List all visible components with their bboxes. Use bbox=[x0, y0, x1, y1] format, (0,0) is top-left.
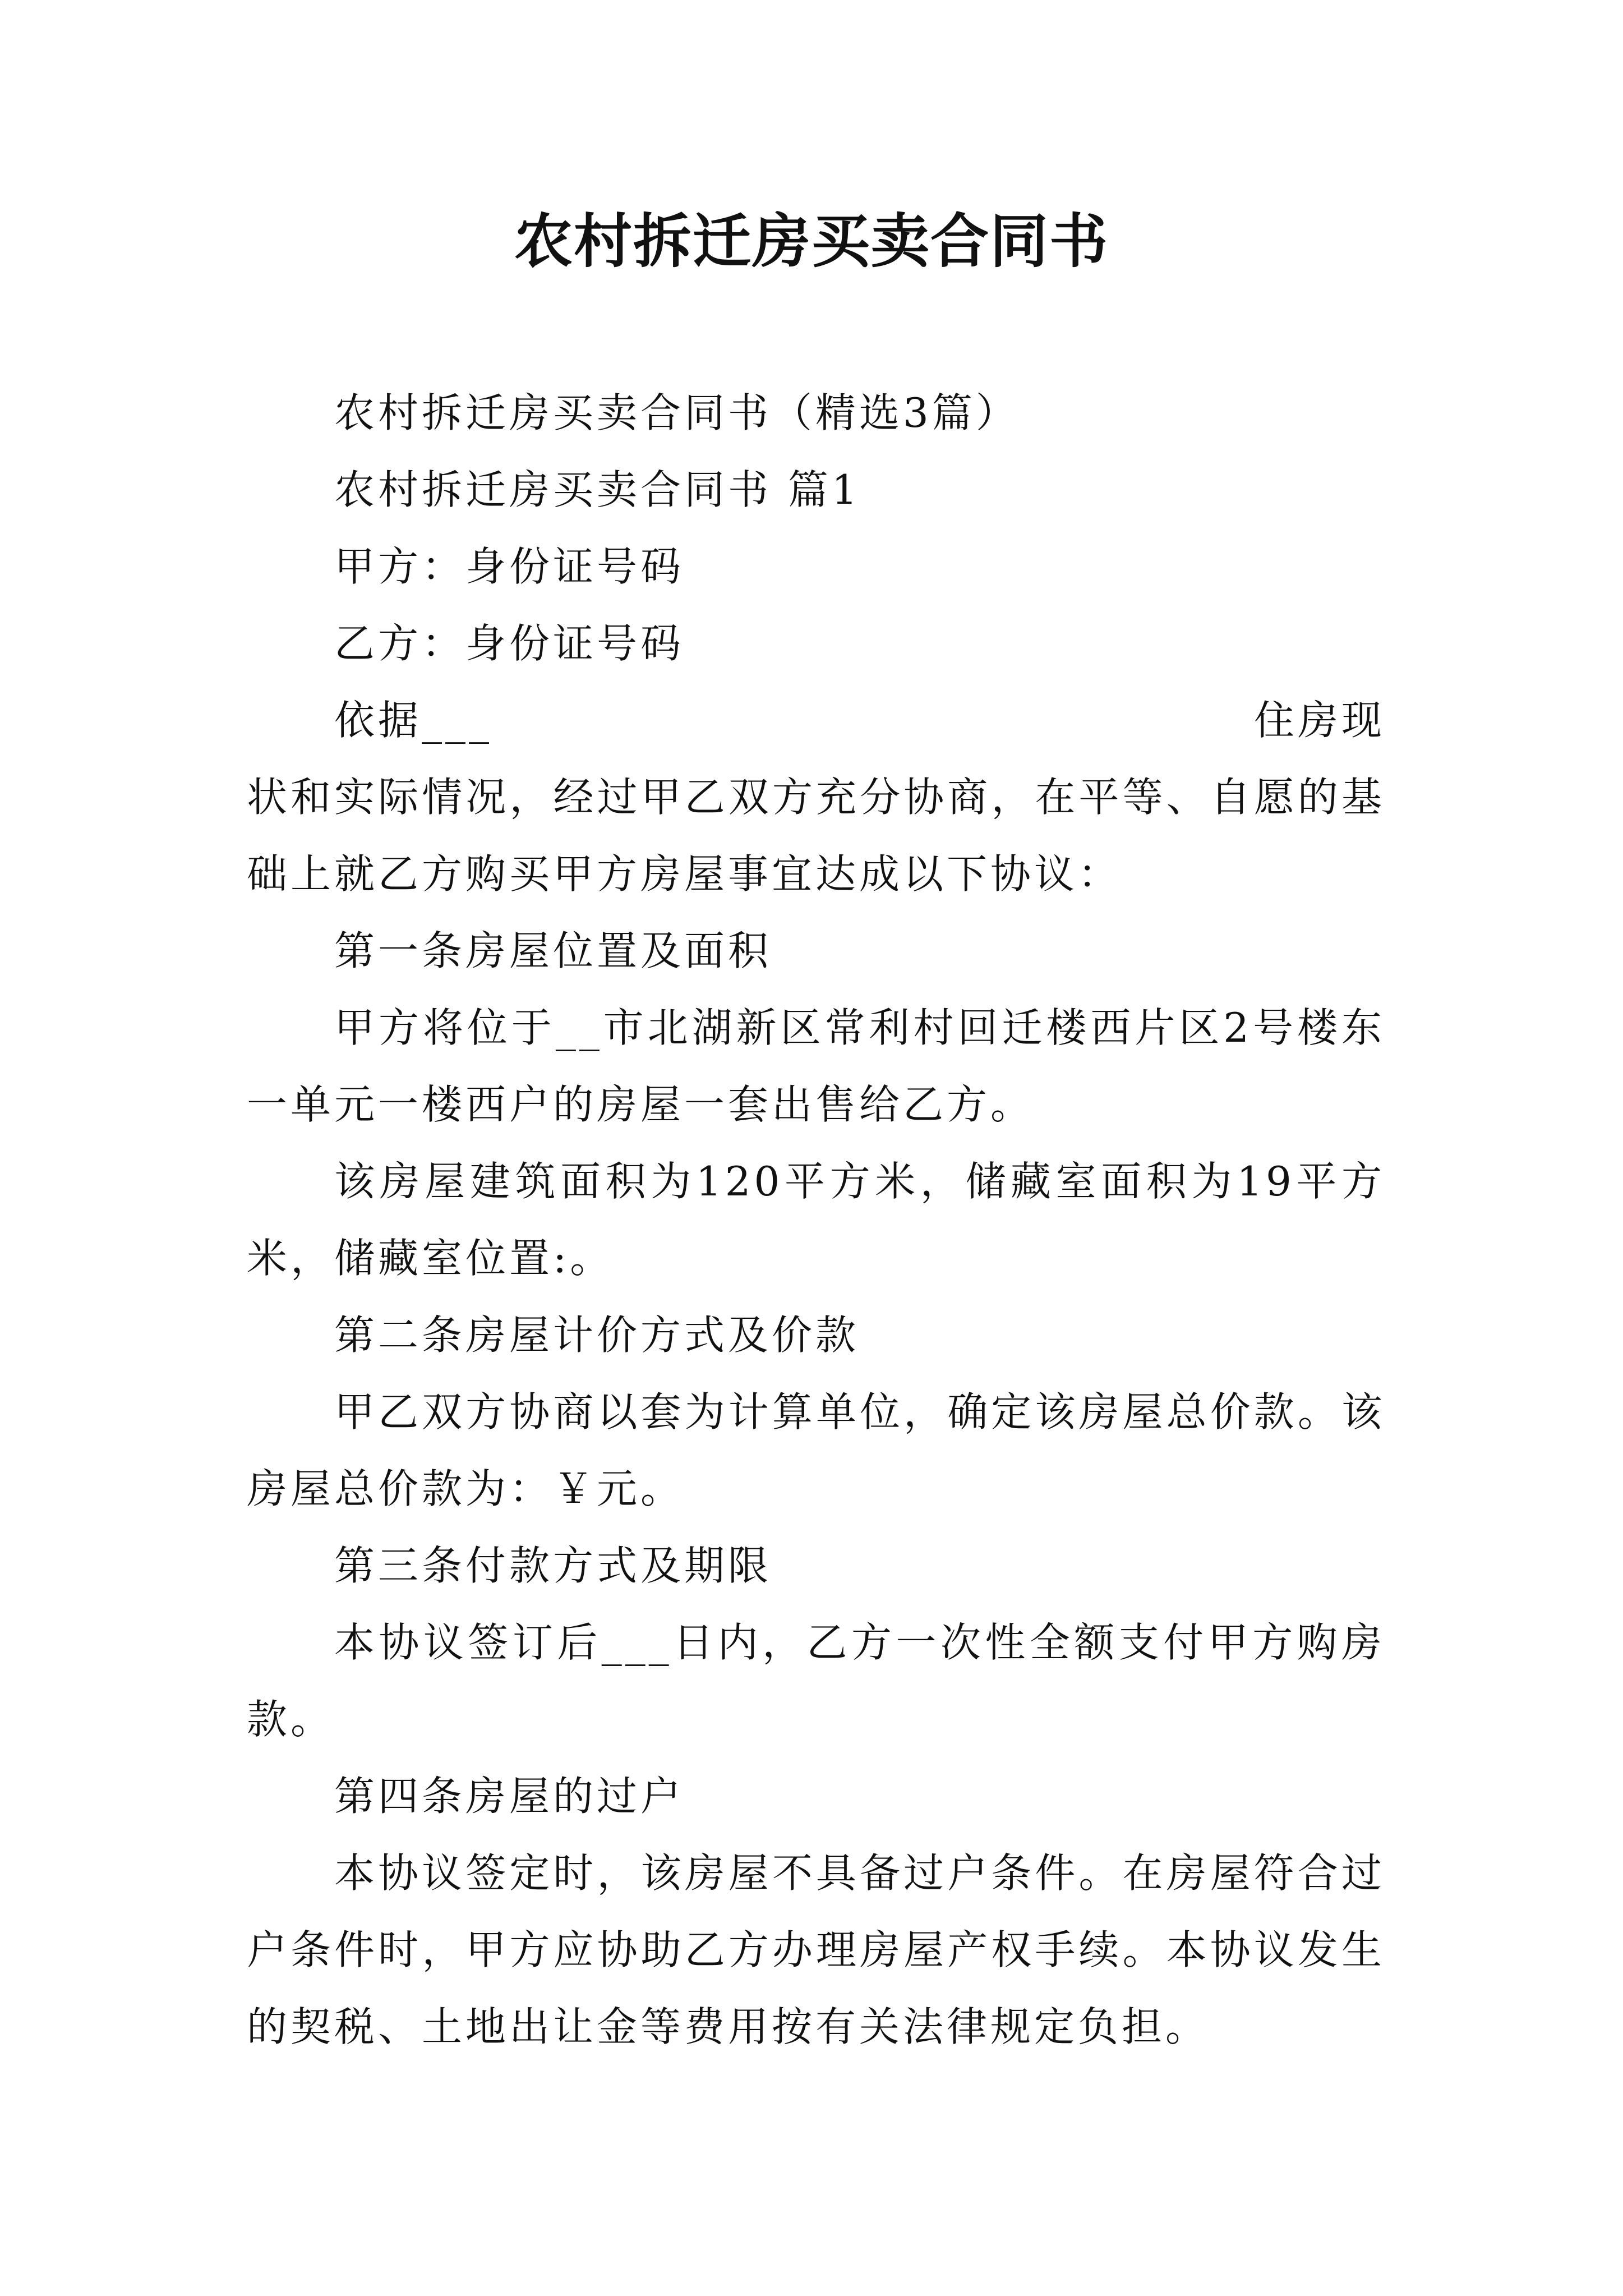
article-3-heading: 第三条付款方式及期限 bbox=[334, 1542, 772, 1589]
article-4-heading: 第四条房屋的过户 bbox=[334, 1773, 685, 1820]
article-3-payment: 本协议签订后___日内，乙方一次性全额支付甲方购房款。 bbox=[247, 1619, 1385, 1743]
paragraph-basis-line bbox=[247, 682, 1385, 759]
article-4-transfer: 本协议签定时，该房屋不具备过户条件。在房屋符合过户条件时，甲方应协助乙方办理房屋产权手续。本协议发生的契税、土地出让金等费用按有关法律规定负担。 bbox=[247, 1849, 1385, 2050]
basis-right-text: 住房现 bbox=[1253, 697, 1385, 744]
article-2-heading: 第二条房屋计价方式及价款 bbox=[334, 1312, 860, 1359]
article-1-area: 该房屋建筑面积为120平方米，储藏室面积为19平方米，储藏室位置:。 bbox=[247, 1158, 1385, 1282]
basis-left-text: 依据___ bbox=[334, 697, 493, 744]
paragraph-subtitle: 农村拆迁房买卖合同书（精选3篇） bbox=[334, 389, 1020, 436]
paragraph-party-a: 甲方：身份证号码 bbox=[334, 543, 685, 590]
document-title: 农村拆迁房买卖合同书 bbox=[514, 206, 1109, 275]
article-1-location: 甲方将位于__市北湖新区常利村回迁楼西片区2号楼东一单元一楼西户的房屋一套出售给乙方。 bbox=[247, 1004, 1385, 1128]
paragraph-basis-continued: 状和实际情况，经过甲乙双方充分协商，在平等、自愿的基础上就乙方购买甲方房屋事宜达成以下协议： bbox=[247, 774, 1385, 898]
paragraph-party-b: 乙方：身份证号码 bbox=[334, 620, 685, 667]
article-2-price: 甲乙双方协商以套为计算单位，确定该房屋总价款。该房屋总价款为：￥元。 bbox=[247, 1388, 1385, 1512]
document-body bbox=[247, 375, 1385, 2065]
article-1-heading: 第一条房屋位置及面积 bbox=[334, 927, 772, 974]
paragraph-section-heading: 农村拆迁房买卖合同书 篇1 bbox=[334, 466, 861, 513]
